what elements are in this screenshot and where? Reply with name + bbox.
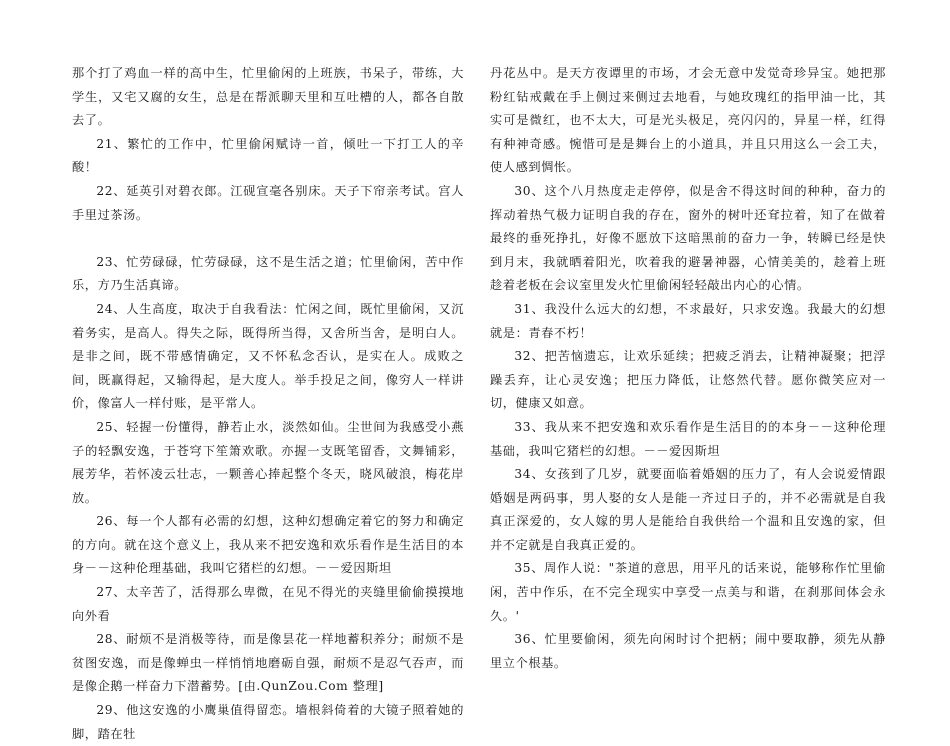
paragraph: 27、太辛苦了，活得那么卑微，在见不得光的夹缝里偷偷摸摸地向外看 [72, 585, 464, 623]
paragraph: 30、这个八月热度走走停停，似是舍不得这时间的种种，奋力的挥动着热气极力证明自我的存在，窗外的树叶还耷拉着，知了在做着最终的垂死挣扎，好像不愿放下这暗黑前的奋力一争，转瞬已经是快到月末，我就晒着阳光，吹着我的避暑神器，心情美美的，趁着上班趁着老板在会议室里发火忙里偷闲轻轻敲出内心的心情。 [490, 183, 886, 293]
paragraph: 25、轻握一份懂得，静若止水，淡然如仙。尘世间为我感受小燕子的轻飘安逸，于苍穹下笙箫欢歌。亦握一支既笔留香，文舞铺彩，展芳华，若怀凌云壮志，一颗善心捧起整个冬天，晓风破浪，梅花岸放。 [72, 419, 464, 505]
paragraph: 那个打了鸡血一样的高中生，忙里偷闲的上班族，书呆子，带练，大学生，又宅又腐的女生，总是在帮派聊天里和互吐槽的人，都各自散去了。 [72, 66, 464, 128]
left-column [72, 62, 464, 746]
paragraph: 28、耐烦不是消极等待，而是像昙花一样地蓄积养分；耐烦不是贫图安逸，而是像蝉虫一样悄悄地磨砺自强，耐烦不是忍气吞声，而是像企鹅一样奋力下潜蓄势。[由.QunZou.Com 整理] [72, 632, 464, 694]
paragraph: 33、我从来不把安逸和欢乐看作是生活目的的本身－－这种伦理基础，我叫它猪栏的幻想。－－爱因斯坦 [490, 419, 886, 458]
paragraph: 32、把苦恼遗忘，让欢乐延续；把疲乏消去，让精神凝聚；把浮躁丢弃，让心灵安逸；把压力降低，让悠然代替。愿你微笑应对一切，健康又如意。 [490, 349, 886, 411]
paragraph: 21、繁忙的工作中，忙里偷闲赋诗一首，倾吐一下打工人的辛酸！ [72, 136, 464, 175]
right-column [490, 62, 886, 675]
paragraph-spacer [72, 227, 464, 251]
paragraph: 22、延英引对碧衣郎。江砚宣毫各别床。天子下帘亲考试。宫人手里过茶汤。 [72, 183, 464, 222]
paragraph: 34、女孩到了几岁，就要面临着婚姻的压力了，有人会说爱情跟婚姻是两码事，男人娶的女人是能一齐过日子的，并不必需就是自我真正深爱的，女人嫁的男人是能给自我供给一个温和且安逸的家，但并不定就是自我真正爱的。 [490, 467, 886, 552]
paragraph: 35、周作人说："茶道的意思，用平凡的话来说，能够称作忙里偷闲，苦中作乐，在不完全现实中享受一点美与和谐，在刹那间体会永久。' [490, 561, 886, 623]
paragraph: 29、他这安逸的小鹰巢值得留恋。墙根斜倚着的大镜子照着她的脚，踏在牡 [72, 703, 464, 741]
paragraph: 36、忙里要偷闲，须先向闲时讨个把柄；闹中要取静，须先从静里立个根基。 [490, 632, 886, 670]
paragraph: 24、人生高度，取决于自我看法：忙闲之间，既忙里偷闲，又沉着务实，是高人。得失之际，既得所当得，又舍所当舍，是明白人。是非之间，既不带感情确定，又不怀私念否认，是实在人。成败之间，既赢得起，又输得起，是大度人。举手投足之间，像穷人一样讲价，像富人一样付账，是平常人。 [72, 301, 464, 411]
paragraph: 26、每一个人都有必需的幻想，这种幻想确定着它的努力和确定的方向。就在这个意义上，我从来不把安逸和欢乐看作是生活目的本身－－这种伦理基础，我叫它猪栏的幻想。－－爱因斯坦 [72, 514, 464, 576]
paragraph: 23、忙劳碌碌，忙劳碌碌，这不是生活之道；忙里偷闲，苦中作乐，方乃生活真谛。 [72, 254, 464, 293]
paragraph: 丹花丛中。是天方夜谭里的市场，才会无意中发觉奇珍异宝。她把那粉红钻戒戴在手上侧过来侧过去地看，与她玫瑰红的指甲油一比，其实可是微红，也不太大，可是光头极足，亮闪闪的，异星一样，红得有种神奇感。惋惜可是是舞台上的小道具，并且只用这么一会工夫，使人感到惆怅。 [490, 66, 886, 175]
paragraph: 31、我没什么远大的幻想，不求最好，只求安逸。我最大的幻想就是：青春不朽！ [490, 301, 886, 340]
